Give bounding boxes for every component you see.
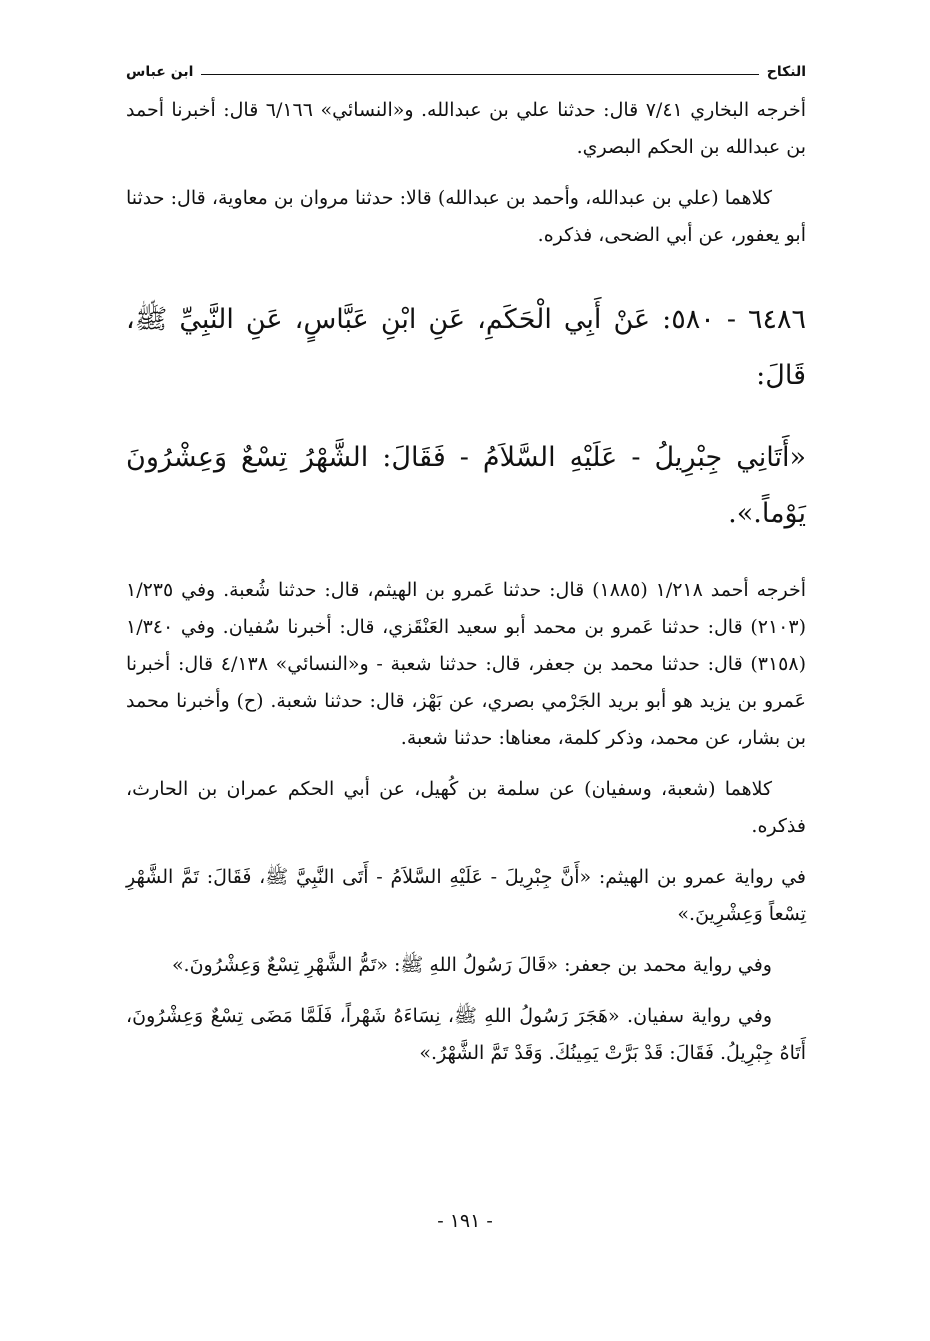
riwaya-paragraph-2: وفي رواية محمد بن جعفر: «قَالَ رَسُولُ اللهِ ﷺ: «تَمُّ الشَّهْرِ تِسْعٌ وَعِشْرُونَ.»: [171, 954, 772, 976]
takhrij-paragraph-4: كلاهما (شعبة، وسفيان) عن سلمة بن كُهيل، عن أبي الحكم عمران بن الحارث، فذكره.: [126, 778, 806, 837]
takhrij-paragraph-2: كلاهما (علي بن عبدالله، وأحمد بن عبدالله) قالا: حدثنا مروان بن معاوية، قال: حدثنا أبو يعفور، عن أبي الضحى، فذكره.: [126, 187, 806, 246]
page-number: - ١٩١ -: [437, 1210, 493, 1232]
takhrij-paragraph-1: أخرجه البخاري ٧/٤١ قال: حدثنا علي بن عبدالله. و«النسائي» ٦/١٦٦ قال: أخبرنا أحمد بن عبدالله بن الحكم البصري.: [126, 99, 807, 158]
riwaya-paragraph-1: في رواية عمرو بن الهيثم: «أَنَّ جِبْرِيلَ - عَلَيْهِ السَّلاَمُ - أَتَى النَّبِيَّ ﷺ، فَقَالَ: تَمَّ الشَّهْرِ تِسْعاً وَعِشْرِينَ.»: [126, 866, 806, 925]
hadith-heading: ٦٤٨٦ - ٥٨٠: عَنْ أَبِي الْحَكَمِ، عَنِ ابْنِ عَبَّاسٍ، عَنِ النَّبِيِّ ﷺ، قَالَ:: [126, 304, 806, 391]
takhrij-paragraph-3: أخرجه أحمد ١/٢١٨ (١٨٨٥) قال: حدثنا عَمرو بن الهيثم، قال: حدثنا شُعبة. وفي ١/٢٣٥ (٢١٠٣) قال: حدثنا عَمرو بن محمد أبو سعيد العَنْقَزي، قال: أخبرنا سُفيان. وفي ١/٣٤٠ (٣١٥٨) قال: حدثنا محمد بن جعفر، قال: حدثنا شعبة - و«النسائي» ٤/١٣٨ قال: أخبرنا عَمرو بن يزيد هو أبو بريد الجَرْمي بصري، عن بَهْز، قال: حدثنا شعبة. (ح) وأخبرنا محمد بن بشار، عن محمد، وذكر كلمة، معناها: حدثنا شعبة.: [126, 579, 807, 749]
page-body: [126, 92, 806, 1086]
running-header: [126, 58, 806, 86]
header-rule: [201, 74, 758, 75]
riwaya-paragraph-3: وفي رواية سفيان. «هَجَرَ رَسُولُ اللهِ ﷺ، نِسَاءَهُ شَهْراً، فَلَمَّا مَضَى تِسْعٌ وَعِشْرُونَ، أَتَاهُ جِبْرِيلُ. فَقَالَ: قَدْ بَرَّتْ يَمِينُكَ. وَقَدْ تَمَّ الشَّهْرُ.»: [126, 1005, 806, 1064]
hadith-text: «أَتَانِي جِبْرِيلُ - عَلَيْهِ السَّلاَمُ - فَقَالَ: الشَّهْرُ تِسْعٌ وَعِشْرُونَ يَوْماً.».: [126, 442, 806, 529]
narrator-name: ابن عباس: [126, 64, 194, 80]
chapter-title: النكاح: [766, 64, 806, 80]
